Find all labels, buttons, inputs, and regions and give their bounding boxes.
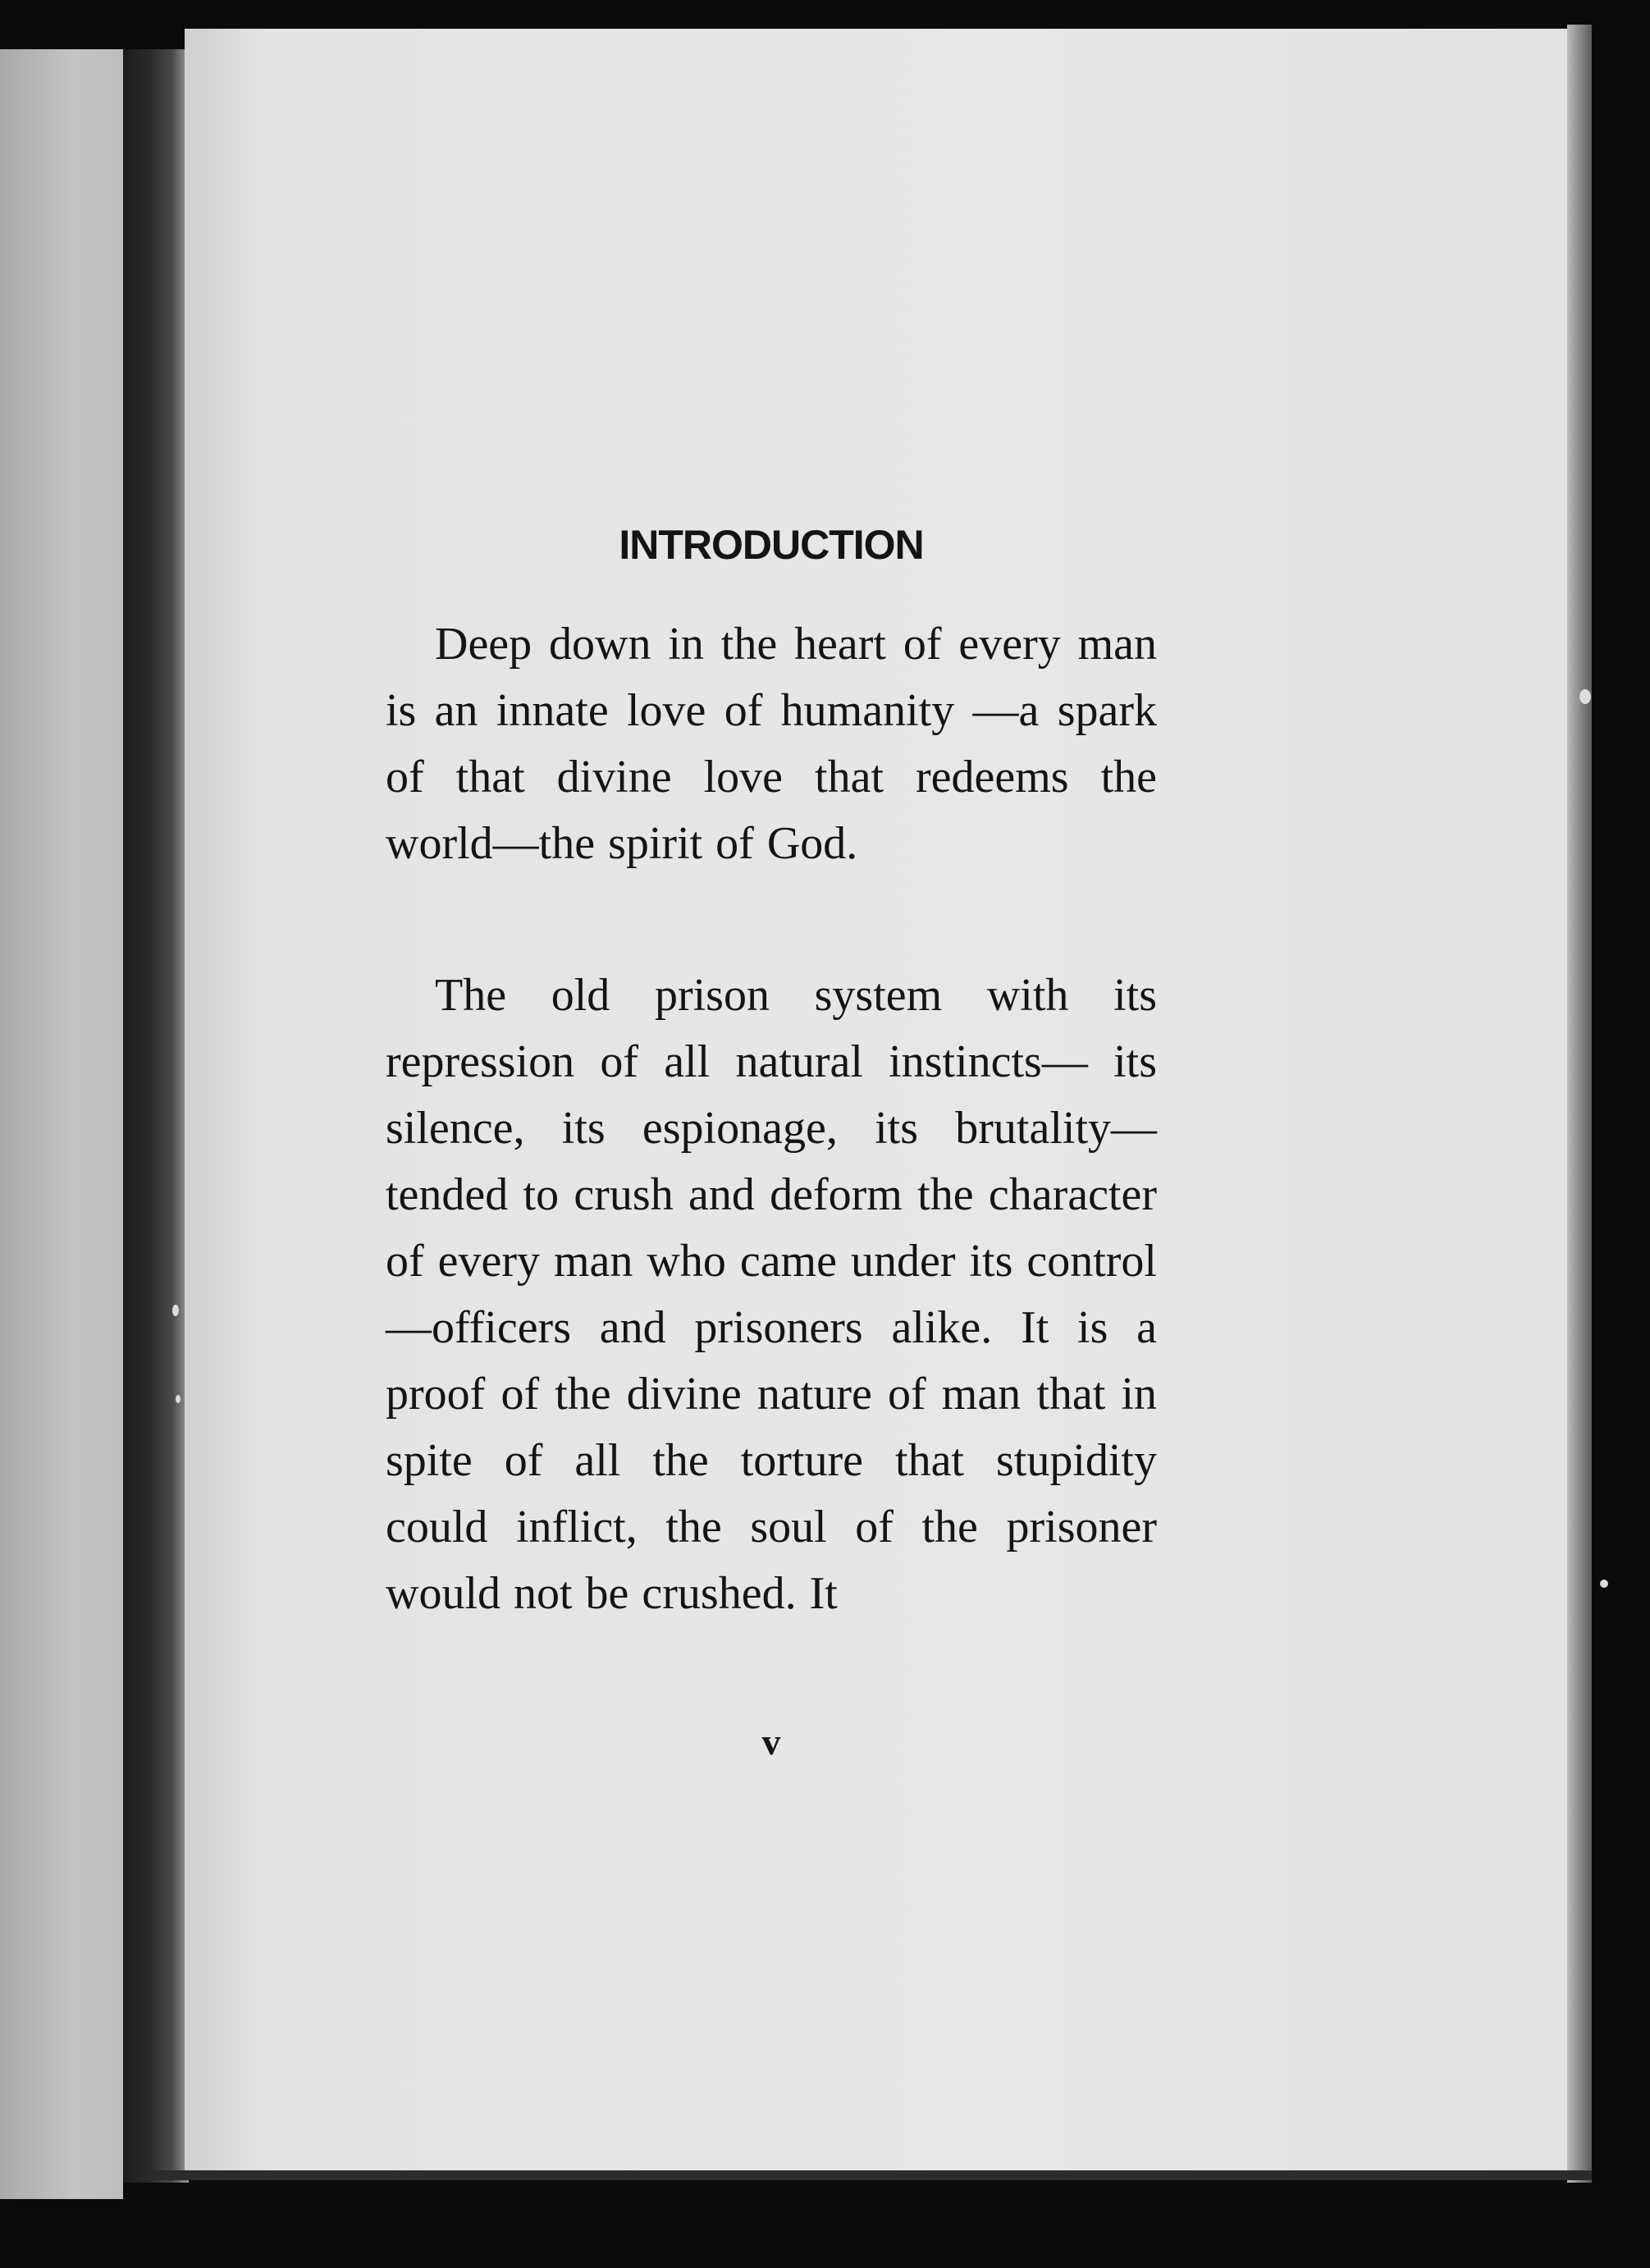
scan-speck: [176, 1395, 181, 1403]
page-heading: INTRODUCTION: [619, 522, 924, 568]
page-right-edge: [1567, 25, 1592, 2183]
book-gutter-shadow: [123, 49, 189, 2183]
scan-speck: [1600, 1580, 1608, 1588]
scan-speck: [1579, 689, 1591, 704]
page-number: v: [761, 1721, 781, 1763]
body-paragraph: Deep down in the heart of every man is an innate love of humanity —a spark of that divine love that redeems the world—the spirit of God.: [386, 619, 1157, 869]
facing-page-edge: [0, 49, 123, 2199]
scan-speck: [172, 1305, 179, 1316]
page-bottom-edge: [148, 2170, 1592, 2180]
body-paragraph: The old prison system with its repression of all natural instincts— its silence, its espionage, its brutality—tended to crush and deform the character of every man who came under its control—officers and prisoners alike. It is a proof of the divine nature of man that in spite of all the torture that stupidity could inflict, the soul of the prisoner would not be crushed. It: [386, 970, 1157, 1619]
